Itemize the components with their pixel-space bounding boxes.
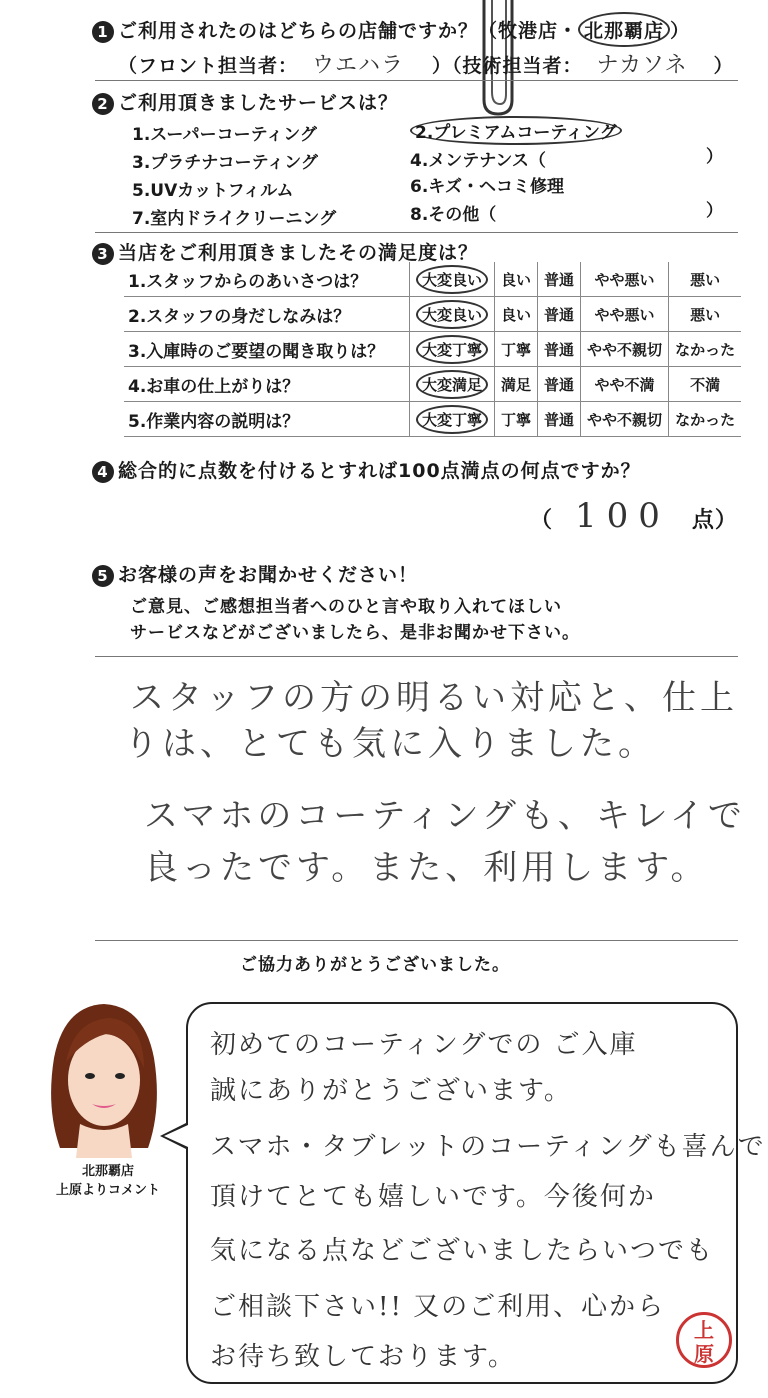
customer-voice-line: 良ったです。また、利用します。 xyxy=(144,848,709,888)
rating-option: 良い xyxy=(495,297,538,332)
divider xyxy=(95,232,738,233)
rating-option: 普通 xyxy=(538,402,581,437)
customer-voice-line: スタッフの方の明るい対応と、仕上 xyxy=(130,678,738,718)
service-option: 7.室内ドライクリーニング xyxy=(132,209,337,229)
score-value: 100 xyxy=(575,496,670,536)
rating-selected xyxy=(410,297,495,332)
thanks-text: ご協力ありがとうございました。 xyxy=(240,955,510,975)
staff-caption xyxy=(50,1162,166,1200)
tech-staff-label: ）（技術担当者： xyxy=(432,55,583,77)
score-unit: 点） xyxy=(691,508,738,533)
tech-staff-value: ナカソネ xyxy=(596,53,688,78)
stamp-top: 上 xyxy=(694,1318,714,1342)
front-staff-value: ウエハラ xyxy=(312,53,405,78)
service-option: 6.キズ・ヘコミ修理 xyxy=(410,177,564,197)
close-paren: ） xyxy=(706,201,723,221)
comment-line: 気になる点などございましたらいつでも xyxy=(210,1236,715,1266)
q5-line3: サービスなどがございましたら、是非お聞かせ下さい。 xyxy=(130,623,580,643)
front-staff-label: （フロント担当者： xyxy=(118,55,299,77)
rating-option: 普通 xyxy=(538,332,581,367)
rating-option: なかった xyxy=(669,402,742,437)
q3-number: 3 xyxy=(92,243,114,265)
service-option-selected xyxy=(410,116,622,145)
rating-option: 大変良い xyxy=(416,265,488,294)
comment-line: 初めてのコーティングでの ご入庫 xyxy=(210,1030,638,1060)
row-label: 5.作業内容の説明は？ xyxy=(124,402,410,437)
table-row xyxy=(124,402,741,437)
rating-selected xyxy=(410,402,495,437)
staff-avatar-illustration xyxy=(40,998,166,1158)
q1-question xyxy=(92,12,690,47)
q5-question xyxy=(92,560,418,587)
service-option: 8.その他（ xyxy=(410,205,497,225)
satisfaction-table xyxy=(124,262,741,437)
rating-option: 普通 xyxy=(538,297,581,332)
store-separator: ・ xyxy=(558,20,579,42)
q3-question xyxy=(92,238,478,265)
q5-line2: ご意見、ご感想担当者へのひと言や取り入れてほしい xyxy=(130,597,562,617)
q4-text: 総合的に点数を付けるとすれば100点満点の何点ですか？ xyxy=(118,460,641,482)
q1-text: ご利用されたのはどちらの店舗ですか？（ xyxy=(118,20,499,42)
q1-close: ） xyxy=(670,20,691,42)
row-label: 4.お車の仕上がりは？ xyxy=(124,367,410,402)
score-line xyxy=(530,496,738,536)
rating-option: 良い xyxy=(495,262,538,297)
row-label: 1.スタッフからのあいさつは？ xyxy=(124,262,410,297)
q1-number: 1 xyxy=(92,21,114,43)
rating-option: 丁寧 xyxy=(495,402,538,437)
rating-option: 大変満足 xyxy=(416,370,488,399)
rating-option: 悪い xyxy=(669,262,742,297)
bubble-tail-fill xyxy=(164,1125,188,1147)
staff-caption-text: 上原よりコメント xyxy=(55,1183,160,1198)
table-row xyxy=(124,297,741,332)
comment-line: 誠にありがとうございます。 xyxy=(210,1076,572,1106)
service-option: 3.プラチナコーティング xyxy=(132,153,318,173)
tech-staff-close: ） xyxy=(713,55,734,77)
rating-option: 大変丁寧 xyxy=(416,405,488,434)
rating-selected xyxy=(410,332,495,367)
rating-option: 満足 xyxy=(495,367,538,402)
customer-voice-line: スマホのコーティングも、キレイで xyxy=(144,796,746,836)
name-stamp xyxy=(676,1312,732,1368)
service-option: 4.メンテナンス（ xyxy=(410,151,546,171)
table-row xyxy=(124,332,741,367)
rating-option: やや悪い xyxy=(581,262,669,297)
rating-option: やや不親切 xyxy=(581,332,669,367)
row-label: 3.入庫時のご要望の聞き取りは？ xyxy=(124,332,410,367)
rating-option: なかった xyxy=(669,332,742,367)
rating-option: 普通 xyxy=(538,262,581,297)
rating-option: やや悪い xyxy=(581,297,669,332)
divider xyxy=(95,656,738,657)
q5-line1: お客様の声をお聞かせください！ xyxy=(118,564,419,586)
rating-option: 不満 xyxy=(669,367,742,402)
service-option: 5.UVカットフィルム xyxy=(132,181,294,201)
comment-line: スマホ・タブレットのコーティングも喜んで xyxy=(210,1132,766,1162)
comment-line: 頂けてとても嬉しいです。今後何か xyxy=(210,1182,656,1212)
row-label: 2.スタッフの身だしなみは？ xyxy=(124,297,410,332)
service-option: 1.スーパーコーティング xyxy=(132,125,317,145)
rating-option: やや不満 xyxy=(581,367,669,402)
divider xyxy=(95,80,738,81)
rating-option: 大変良い xyxy=(416,300,488,329)
q3-text: 当店をご利用頂きましたその満足度は？ xyxy=(118,242,479,264)
rating-option: やや不親切 xyxy=(581,402,669,437)
q1-staff-line xyxy=(118,48,734,79)
rating-option: 丁寧 xyxy=(495,332,538,367)
comment-line: お待ち致しております。 xyxy=(210,1342,516,1372)
q2-number: 2 xyxy=(92,93,114,115)
q2-text: ご利用頂きましたサービスは？ xyxy=(118,92,399,114)
table-row xyxy=(124,367,741,402)
q5-number: 5 xyxy=(92,565,114,587)
staff-store: 北那覇店 xyxy=(81,1164,134,1179)
store-option-makiminato: 牧港店 xyxy=(498,20,559,42)
rating-option: 大変丁寧 xyxy=(416,335,488,364)
rating-option: 普通 xyxy=(538,367,581,402)
table-row xyxy=(124,262,741,297)
service-premium-coating: 2.プレミアムコーティング xyxy=(410,116,622,145)
close-paren: ） xyxy=(706,147,723,167)
q2-question xyxy=(92,88,398,115)
q4-number: 4 xyxy=(92,461,114,483)
rating-selected xyxy=(410,262,495,297)
rating-option: 悪い xyxy=(669,297,742,332)
score-open: （ xyxy=(530,508,554,533)
customer-voice-line: りは、とても気に入りました。 xyxy=(124,724,656,764)
store-option-kitanaha: 北那覇店 xyxy=(578,12,670,47)
divider xyxy=(95,940,738,941)
rating-selected xyxy=(410,367,495,402)
comment-line: ご相談下さい!! 又のご利用、心から xyxy=(210,1292,666,1322)
stamp-bottom: 原 xyxy=(694,1342,714,1366)
q4-question xyxy=(92,456,641,483)
